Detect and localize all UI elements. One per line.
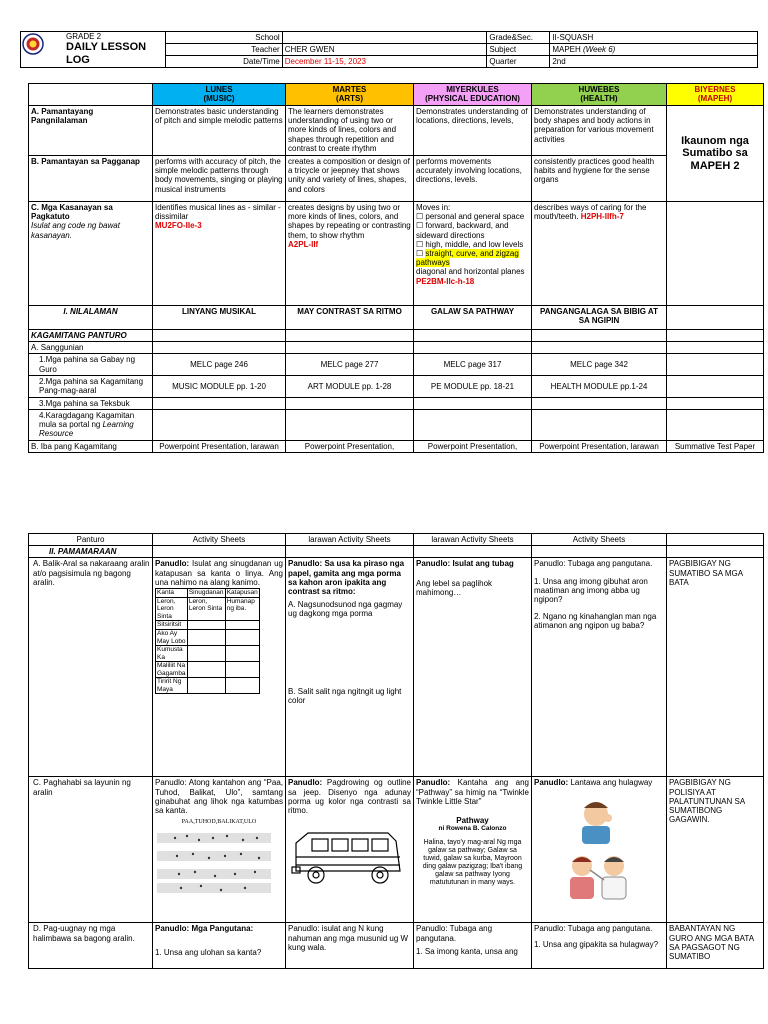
- song-title: PAA,TUHOD,BALIKAT,ULO: [181, 819, 257, 826]
- panturo-tue: larawan Activity Sheets: [286, 534, 414, 546]
- sec-a2-tue: Panudlo: Sa usa ka piraso nga papel, gamita ang mga porma sa kahon aron ipakita ang contrast sa ritmo: A. Nagsunodsunod nga gagmay ug dagkong mga porma B. Salit salit nga ngitngit ug light color: [286, 558, 414, 777]
- kagamitan-label: KAGAMITANG PANTURO: [29, 330, 153, 342]
- iba-wed: Powerpoint Presentation,: [414, 440, 532, 452]
- lesson-table-1: [28, 83, 764, 453]
- sec-a-mon: Demonstrates basic understanding of pitch and simple melodic patterns: [153, 106, 286, 156]
- poem-title: Pathway: [456, 815, 489, 825]
- sec-c2-label: C. Paghahabi sa layunin ng aralin: [29, 777, 153, 923]
- sec-c-wed: Moves in: ☐ personal and general space ☐ forward, backward, and sideward directions ☐ high, middle, and low levels ☐ straight, curve, and zigzag pathways diagonal and horizontal planes PE2BM-IIc-h-18: [414, 202, 532, 306]
- sec-b-wed: performs movements accurately involving locations, directions, levels.: [414, 156, 532, 202]
- subject-label: Subject: [487, 44, 550, 56]
- datetime-value: December 11-15, 2023: [282, 56, 487, 68]
- song-head-0: Kanta: [156, 588, 188, 597]
- nilalaman-fri: [667, 306, 764, 330]
- sec-c-mon: Identifies musical lines as - similar - dissimilar MU2FO-IIe-3: [153, 202, 286, 306]
- sec-d2-tue: Panudlo: isulat ang N kung nahuman ang mga musunid ug W kung wala.: [286, 923, 414, 969]
- jeepney-image: [288, 821, 408, 891]
- kag-wed: PE MODULE pp. 18-21: [414, 375, 532, 397]
- panturo-thu: Activity Sheets: [532, 534, 667, 546]
- song-cell: Leron, Leron Sinta: [156, 597, 188, 620]
- day-thu: HUWEBES (HEALTH): [532, 84, 667, 106]
- sec-a2-fri: PAGBIBIGAY NG SUMATIBO SA MGA BATA: [667, 558, 764, 777]
- gradesec-value: II-SQUASH: [550, 32, 758, 44]
- karagdagang-label: 4.Karagdagang Kagamitan mula sa portal ng Learning Resource: [29, 409, 153, 440]
- song-cell: [225, 662, 259, 678]
- sec-a2-thu: Panudlo: Tubaga ang pangutana. 1. Unsa ang imong gibuhat aron maatiman ang imong abba ug ngipon? 2. Ngano ng kinahanglan man nga atimanon ang ngipon ug baba?: [532, 558, 667, 777]
- sheet-music-image: [155, 828, 273, 894]
- iba-tue: Powerpoint Presentation,: [286, 440, 414, 452]
- header-table: [20, 31, 758, 68]
- kag-thu: HEALTH MODULE pp.1-24: [532, 375, 667, 397]
- datetime-label: Date/Time: [165, 56, 282, 68]
- sec-a2-label: A. Balik-Aral sa nakaraang aralin at/o pagsisimula ng bagong aralin.: [29, 558, 153, 777]
- sec-b-tue: creates a composition or design of a tricycle or jeepney that shows unity and variety of lines, shapes, and colors: [286, 156, 414, 202]
- iba-mon: Powerpoint Presentation, larawan: [153, 440, 286, 452]
- song-cell: Leron, Leron Sinta: [187, 597, 225, 620]
- day-fri: BIYERNES (MAPEH): [667, 84, 764, 106]
- song-cell: [187, 662, 225, 678]
- panturo-mon: Activity Sheets: [153, 534, 286, 546]
- gabay-label: 1.Mga pahina sa Gabay ng Guro: [29, 354, 153, 375]
- sec-a-wed: Demonstrates understanding of locations, directions, levels,: [414, 106, 532, 156]
- lesson-table-2: [28, 533, 764, 969]
- quarter-label: Quarter: [487, 56, 550, 68]
- song-cell: [225, 678, 259, 694]
- sec-c2-thu: Panudlo: Lantawa ang hulagway: [532, 777, 667, 923]
- sec-c-label: C. Mga Kasanayan sa Pagkatuto Isulat ang code ng bawat kasanayan.: [29, 202, 153, 306]
- sec-d2-fri: BABANTAYAN NG GURO ANG MGA BATA SA PAGSAGOT NG SUMATIBO: [667, 923, 764, 969]
- poem-body: Halina, tayo'y mag-aral Ng mga galaw sa pathway; Galaw sa tuwid, galaw sa kurba, Mayroon ding galaw pazigzag; Iba't ibang galaw sa pathway Iyong matututunan in many ways.: [422, 838, 523, 886]
- friday-note: Ikaunom nga Sumatibo sa MAPEH 2: [667, 106, 764, 202]
- sec-c-fri: [667, 202, 764, 306]
- sec-b-thu: consistently practices good health habits and hygiene for the sense organs: [532, 156, 667, 202]
- song-cell: [225, 621, 259, 630]
- sec-c-thu: describes ways of caring for the mouth/teeth. H2PH-IIfh-7: [532, 202, 667, 306]
- panturo-wed: larawan Activity Sheets: [414, 534, 532, 546]
- toothache-image: [566, 796, 626, 846]
- school-value: [282, 32, 487, 44]
- song-head-2: Katapusan: [226, 588, 258, 596]
- sec-a2-wed: Panudlo: Isulat ang tubag Ang lebel sa paglihok mahimong…: [414, 558, 532, 777]
- nilalaman-tue: MAY CONTRAST SA RITMO: [286, 306, 414, 330]
- sec-c2-tue: Panudlo: Pagdrowing og outline sa jeep. Disenyo nga adunay porma ug kolor nga contrasti sa ritmo.: [286, 777, 414, 923]
- sec-a-thu: Demonstrates understanding of body shapes and body actions in preparation for various movement activities: [532, 106, 667, 156]
- sec-a-label: A. Pamantayang Pangnilalaman: [29, 106, 153, 156]
- teacher-value: CHER GWEN: [282, 44, 487, 56]
- panturo-label: Panturo: [29, 534, 153, 546]
- sec-a-tue: The learners demonstrates understanding of using two or more kinds of lines, colors and shapes through repetition and contrast to create rhythm: [286, 106, 414, 156]
- day-mon: LUNES (MUSIC): [153, 84, 286, 106]
- dentist-image: [564, 850, 634, 902]
- song-cell: Kumusta Ka: [156, 646, 188, 662]
- song-cell: [225, 630, 259, 646]
- iba-thu: Powerpoint Presentation, larawan: [532, 440, 667, 452]
- school-label: School: [165, 32, 282, 44]
- pamamaraan-label: II. PAMAMARAAN: [29, 546, 153, 558]
- song-cell: Maliliit Na Gagamba: [157, 662, 186, 677]
- song-cell: [187, 678, 225, 694]
- song-cell: [187, 630, 225, 646]
- grade-label: GRADE 2: [66, 32, 102, 41]
- sec-c2-fri: PAGBIBIGAY NG POLISIYA AT PALATUNTUNAN SA SUMATIBONG GAGAWIN.: [667, 777, 764, 923]
- gabay-mon: MELC page 246: [153, 354, 286, 375]
- poem-author: ni Rowena B. Calonzo: [438, 825, 507, 833]
- song-head-1: Sinugdanan: [188, 588, 224, 596]
- song-cell: [225, 646, 259, 662]
- iba-fri: Summative Test Paper: [667, 440, 764, 452]
- nilalaman-thu: PANGANGALAGA SA BIBIG AT SA NGIPIN: [532, 306, 667, 330]
- sec-b-mon: performs with accuracy of pitch, the simple melodic patterns through body movements, singing or playing musical instruments: [153, 156, 286, 202]
- quarter-value: 2nd: [550, 56, 758, 68]
- nilalaman-label: I. NILALAMAN: [29, 306, 153, 330]
- subject-value: MAPEH (Week 6): [550, 44, 758, 56]
- song-cell: Tiririt Ng Maya: [156, 678, 188, 694]
- sec-d2-wed: Panudlo: Tubaga ang pangutana. 1. Sa imong kanta, unsa ang: [414, 923, 532, 969]
- teacher-label: Teacher: [165, 44, 282, 56]
- gradesec-label: Grade&Sec.: [487, 32, 550, 44]
- sec-c2-mon: Panudlo: Atong kantahon ang “Paa, Tuhod, Balikat, Ulo”, samtang ginabuhat ang lihok nga katumbas sa kanta. PAA,TUHOD,BALIKAT,ULO: [153, 777, 286, 923]
- sec-a2-mon: Panudlo: Isulat ang sinugdanan ug katapusan sa kanta o linya. Ang una nahimo na alang kanimo. Kanta Sinugdanan Katapusan Leron, Leron Sinta Leron, Leron Sinta Humanap ng iba. Sitsiritsit Ako Ay May Lobo Kumusta Ka Maliliit Na Gagamba Tiririt Ng Maya: [153, 558, 286, 777]
- sanggunian-label: A. Sanggunian: [29, 342, 153, 354]
- gabay-wed: MELC page 317: [414, 354, 532, 375]
- day-tue: MARTES (ARTS): [286, 84, 414, 106]
- iba-label: B. Iba pang Kagamitang: [29, 440, 153, 452]
- song-cell: Ako Ay May Lobo: [157, 630, 186, 645]
- dll-title: DAILY LESSON: [66, 41, 147, 54]
- sec-c-tue: creates designs by using two or more kinds of lines, colors, and shapes by repeating or contrasting them, to show rhythm A2PL-IIf: [286, 202, 414, 306]
- sec-c2-wed: Panudlo: Kantaha ang ang “Pathway” sa himig na “Twinkle Twinkle Little Star” Pathway ni Rowena B. Calonzo Halina, tayo'y mag-aral Ng mga galaw sa pathway; Galaw sa tuwid, galaw sa kurba, Mayroon ding galaw pazigzag; Iba't ibang galaw sa pathway Iyong matututunan in many ways.: [414, 777, 532, 923]
- dll-title-2: LOG: [66, 53, 90, 66]
- song-cell: [187, 646, 225, 662]
- kagamitan-pang-label: 2.Mga pahina sa Kagamitang Pang-mag-aaral: [29, 375, 153, 397]
- sec-d2-label: D. Pag-uugnay ng mga halimbawa sa bagong aralin.: [29, 923, 153, 969]
- song-table: [155, 588, 260, 694]
- sec-d2-thu: Panudlo: Tubaga ang pangutana. 1. Unsa ang gipakita sa hulagway?: [532, 923, 667, 969]
- blank-cell: [29, 84, 153, 106]
- kag-tue: ART MODULE pp. 1-28: [286, 375, 414, 397]
- kag-mon: MUSIC MODULE pp. 1-20: [153, 375, 286, 397]
- song-cell: Humanap ng iba.: [225, 597, 259, 620]
- song-cell: [187, 621, 225, 630]
- nilalaman-mon: LINYANG MUSIKAL: [153, 306, 286, 330]
- sec-d2-mon: Panudlo: Mga Pangutana: 1. Unsa ang ulohan sa kanta?: [153, 923, 286, 969]
- teksbuk-label: 3.Mga pahina sa Teksbuk: [29, 397, 153, 409]
- sec-b-label: B. Pamantayan sa Pagganap: [29, 156, 153, 202]
- nilalaman-wed: GALAW SA PATHWAY: [414, 306, 532, 330]
- gabay-thu: MELC page 342: [532, 354, 667, 375]
- song-cell: Sitsiritsit: [156, 621, 188, 630]
- day-wed: MIYERKULES (PHYSICAL EDUCATION): [414, 84, 532, 106]
- gabay-tue: MELC page 277: [286, 354, 414, 375]
